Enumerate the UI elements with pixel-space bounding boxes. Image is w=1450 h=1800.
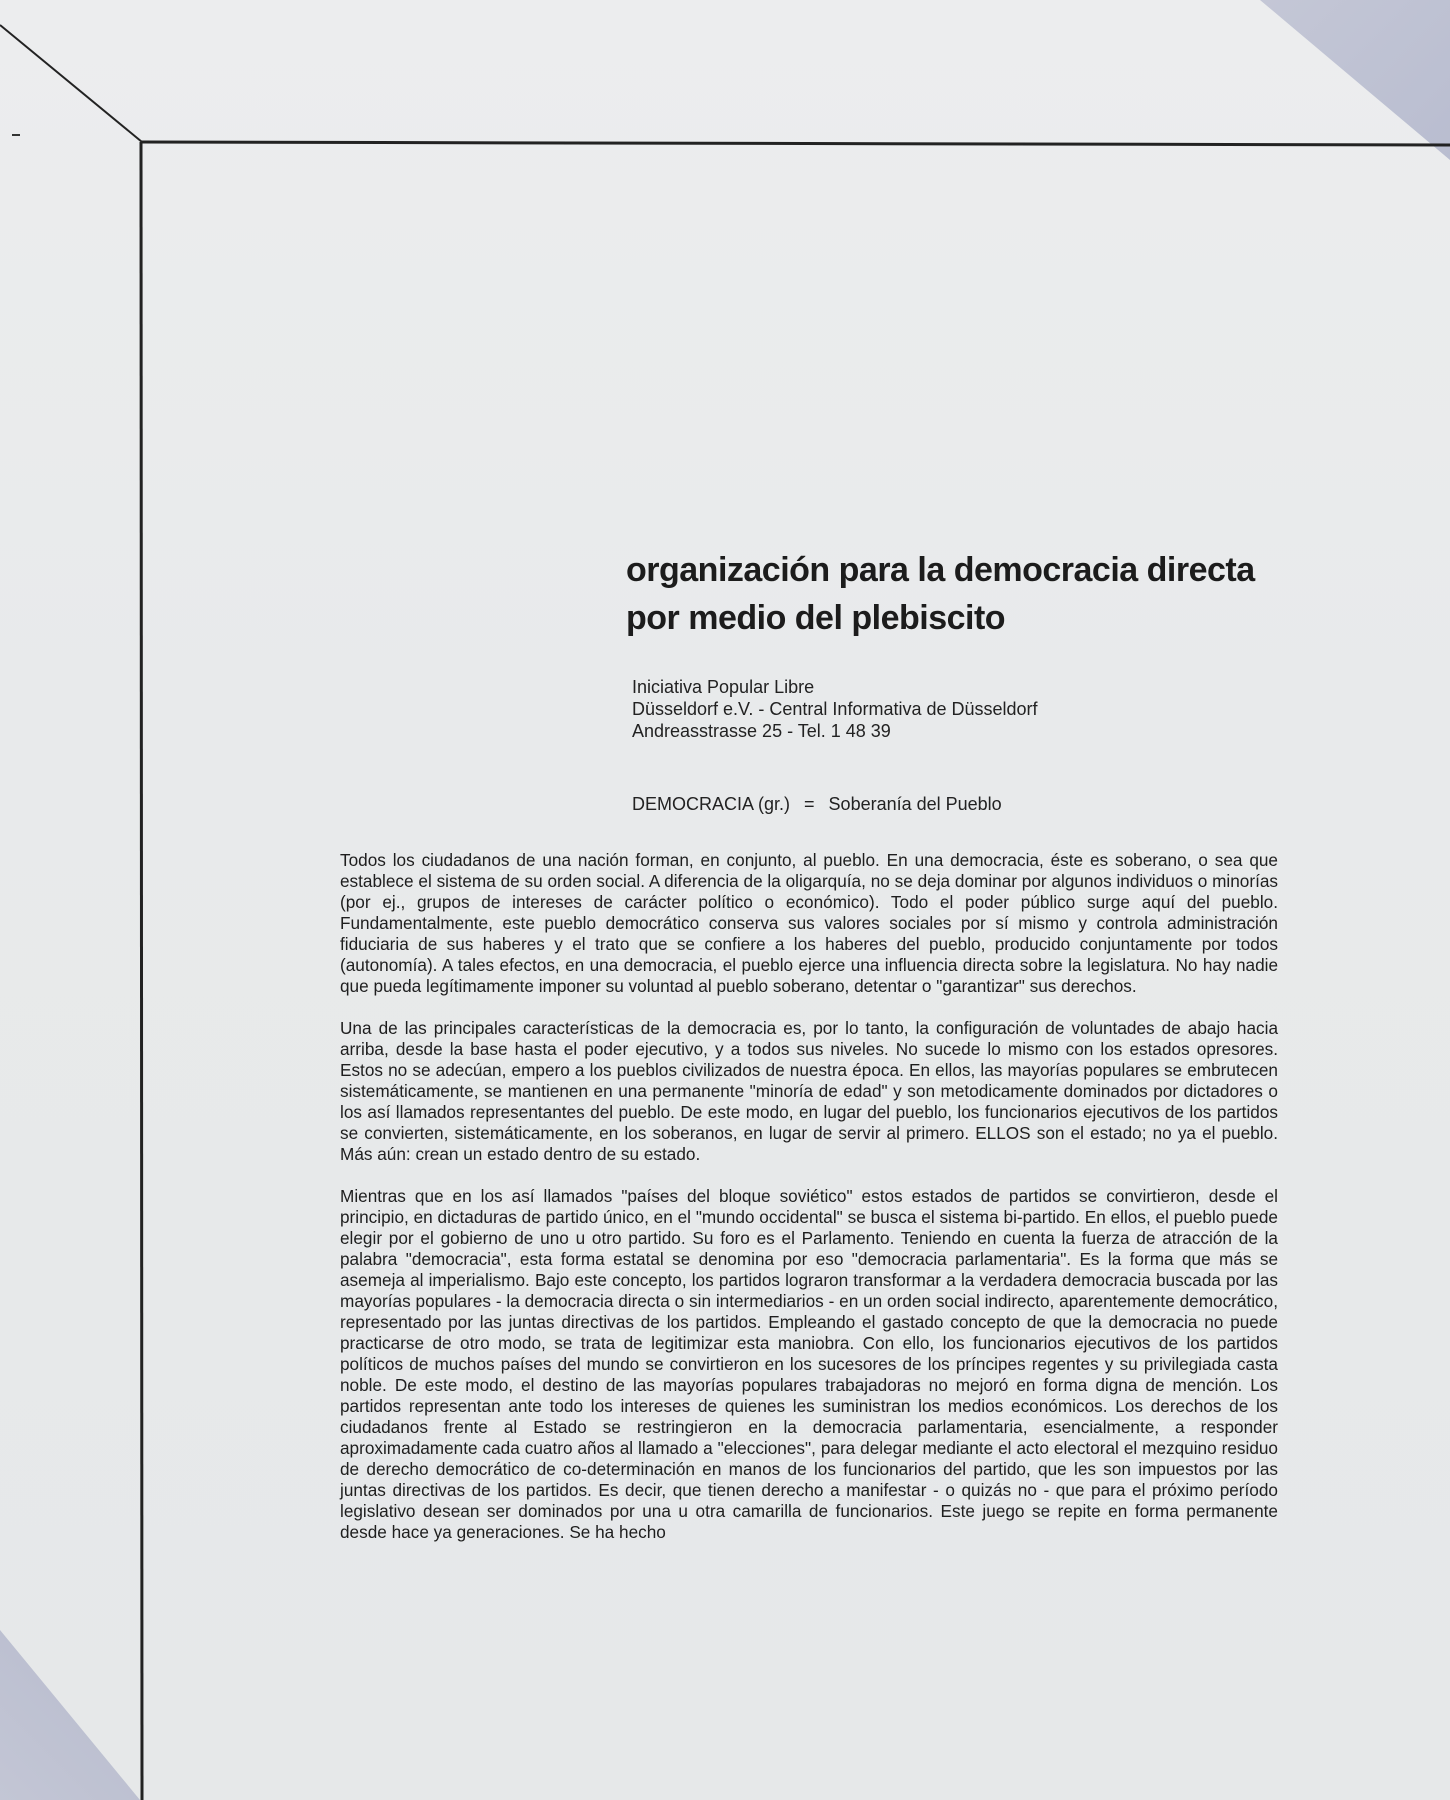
frame-left-line <box>141 142 142 1800</box>
definition-meaning: Soberanía del Pueblo <box>828 794 1002 814</box>
definition-equals: = <box>804 794 815 814</box>
definition-line <box>632 794 1002 815</box>
address-line-2: Düsseldorf e.V. - Central Informativa de Düsseldorf <box>632 699 1038 719</box>
address-line-1: Iniciativa Popular Libre <box>632 677 815 697</box>
margin-dash-mark <box>12 134 20 136</box>
paragraph-2: Una de las principales características de la democracia es, por lo tanto, la configuración de voluntades de abajo hacia arriba, desde la base hasta el poder ejecutivo, y a todos sus niveles. No sucede lo mismo con los estados opresores. Estos no se adecúan, empero a los pueblos civilizados de nuestra época. En ellos, las mayorías populares se embrutecen sistemáticamente, se mantienen en una permanente "minoría de edad" y son metodicamente dominados por dictadores o los así llamados representantes del pueblo. De este modo, en lugar del pueblo, los funcionarios ejecutivos de los partidos se convierten, sistemáticamente, en los soberanos, en lugar de servir al primero. ELLOS son el estado; no ya el pueblo. Más aún: crean un estado dentro de su estado. <box>340 1018 1278 1164</box>
paragraph-3: Mientras que en los así llamados "países del bloque soviético" estos estados de partidos se convirtieron, desde el principio, en dictaduras de partido único, en el "mundo occidental" se busca el sistema bi-partido. En ellos, el pueblo puede elegir por el gobierno de uno u otro partido. Su foro es el Parlamento. Teniendo en cuenta la fuerza de atracción de la palabra "democracia", esta forma estatal se denomina por eso "democracia parlamentaria". Es la forma que más se asemeja al imperialismo. Bajo este concepto, los partidos lograron transformar a la verdadera democracia buscada por las mayorías populares - la democracia directa o sin intermediarios - en un orden social indirecto, aparentemente democrático, representado por las juntas directivas de los partidos. Empleando el gastado concepto de que la democracia no puede practicarse de otro modo, se trata de legitimizar esta maniobra. Con ello, los funcionarios ejecutivos de los partidos políticos de muchos países del mundo se convirtieron en los sucesores de los príncipes regentes y su privilegiada casta noble. De este modo, el destino de las mayorías populares trabajadoras no mejoró en forma digna de mención. Los partidos representan ante todo los intereses de quienes les suministran los medios económicos. Los derechos de los ciudadanos frente al Estado se restringieron en la democracia parlamentaria, esencialmente, a responder aproximadamente cada cuatro años al llamado a "elecciones", para delegar mediante el acto electoral el mezquino residuo de derecho democrático de co-determinación en manos de los funcionarios del partido, que les son impuestos por las juntas directivas de los partidos. Es decir, que tienen derecho a manifestar - o quizás no - que para el próximo período legislativo desean ser dominados por una u otra camarilla de funcionarios. Este juego se repite en forma permanente desde hace ya generaciones. Se ha hecho <box>340 1186 1278 1542</box>
body-text <box>340 850 1278 1564</box>
definition-term: DEMOCRACIA (gr.) <box>632 794 791 814</box>
paragraph-1: Todos los ciudadanos de una nación forman, en conjunto, al pueblo. En una democracia, éste es soberano, o sea que establece el sistema de su orden social. A diferencia de la oligarquía, no se deja dominar por algunos individuos o minorías (por ej., grupos de intereses de carácter político o económico). Todo el poder público surge aquí del pueblo. Fundamentalmente, este pueblo democrático conserva sus valores sociales por sí mismo y controla administración fiduciaria de sus haberes y el trato que se confiere a los haberes del pueblo, producido conjuntamente por todos (autonomía). A tales efectos, en una democracia, el pueblo ejerce una influencia directa sobre la legislatura. No hay nadie que pueda legítimamente imponer su voluntad al pueblo soberano, detentar o "garantizar" sus derechos. <box>340 850 1278 996</box>
frame-top-line <box>141 142 1450 145</box>
address-line-3: Andreasstrasse 25 - Tel. 1 48 39 <box>632 721 891 741</box>
document-title <box>626 546 1346 642</box>
organization-address <box>632 676 1192 742</box>
frame-diagonal-line <box>0 25 142 142</box>
title-line-2: por medio del plebiscito <box>626 599 1006 637</box>
title-line-1: organización para la democracia directa <box>626 551 1255 589</box>
